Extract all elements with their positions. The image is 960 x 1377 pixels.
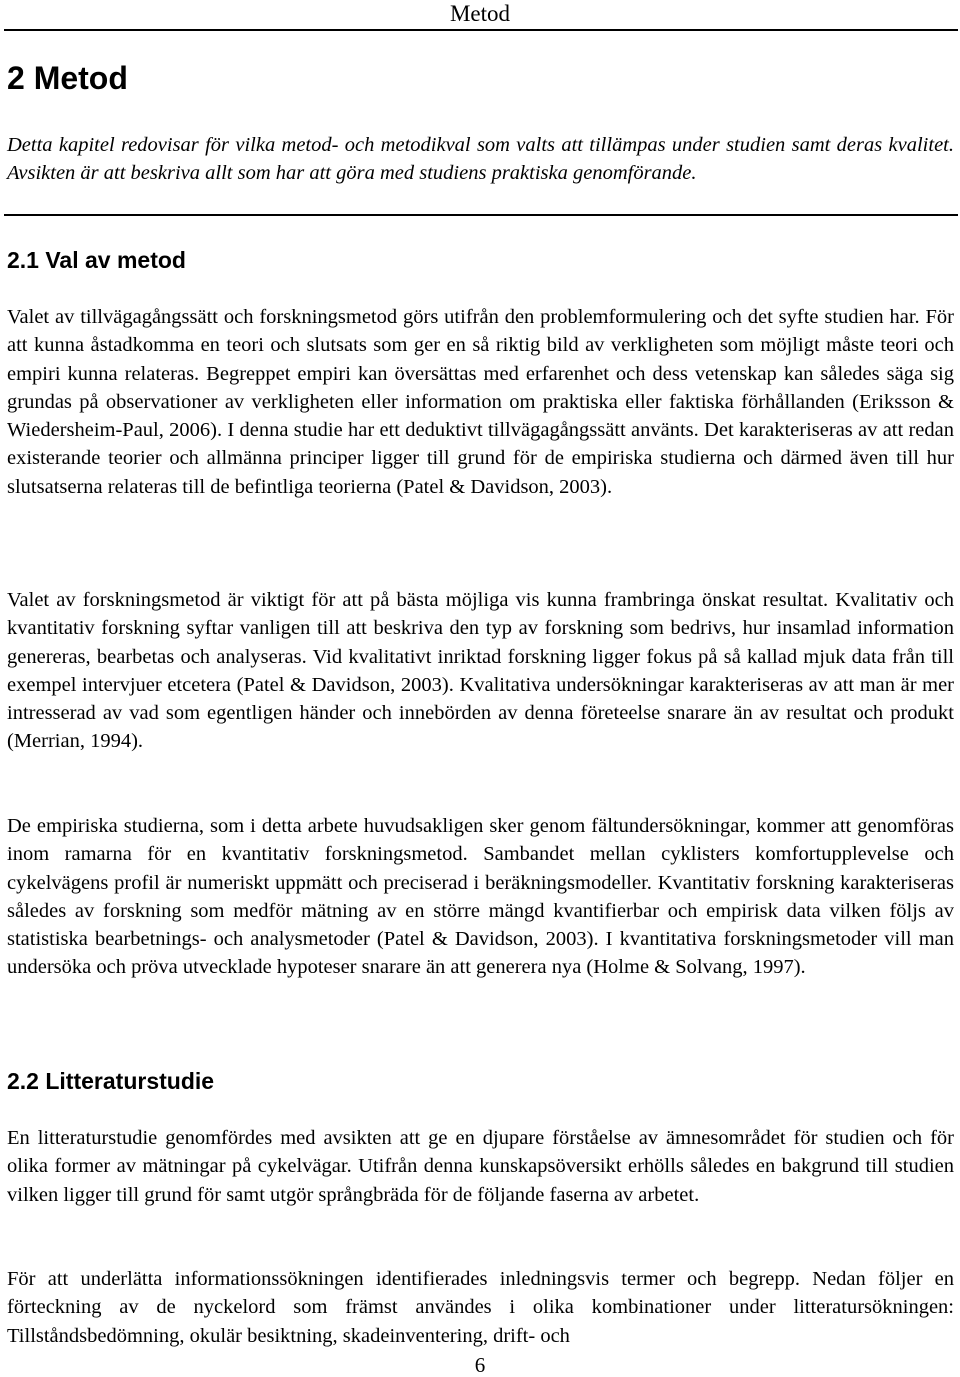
page-number: 6 bbox=[474, 1353, 486, 1377]
section-title-val-av-metod: 2.1 Val av metod bbox=[7, 247, 186, 273]
paragraph: En litteraturstudie genomfördes med avsikten att ge en djupare förståelse av ämnesområdet för studien och för olika former av mätningar på cykelvägar. Utifrån denna kunskapsöversikt erhölls således en bakgrund till studien vilken ligger till grund för samt utgör språngbräda för de följande faserna av arbetet. bbox=[7, 1127, 954, 1206]
paragraph: För att underlätta informationssökningen identifierades inledningsvis termer och begrepp. Nedan följer en förteckning av de nyckelord som främst användes i olika kombinationer under litteratursökningen: Tillståndsbedömning, okulär besiktning, skadeinventering, drift- och bbox=[7, 1268, 954, 1347]
section-title-litteraturstudie: 2.2 Litteraturstudie bbox=[7, 1068, 215, 1094]
chapter-abstract: Detta kapitel redovisar för vilka metod- och metodikval som valts att tillämpas under studien samt deras kvalitet. Avsikten är att beskriva allt som har att göra med studiens praktiska genomförande. bbox=[7, 134, 954, 185]
header-rule bbox=[4, 29, 958, 31]
chapter-title: 2 Metod bbox=[7, 60, 128, 96]
running-header: Metod bbox=[449, 1, 511, 26]
paragraph: Valet av forskningsmetod är viktigt för att på bästa möjliga vis kunna frambringa önskat resultat. Kvalitativ och kvantitativ forskning syftar vanligen till att beskriva den typ av forskning som bedrivs, hur insamlad information genereras, bearbetas och analyseras. Vid kvalitativt inriktad forskning ligger fokus på så kallad mjuk data från till exempel intervjuer etcetera (Patel & Davidson, 2003). Kvalitativa undersökningar karakteriseras av att man är mer intresserad av vad som egentligen händer och innebörden av denna företeelse snarare än av resultat och produkt (Merrian, 1994). bbox=[7, 589, 954, 753]
abstract-rule bbox=[4, 214, 958, 216]
paragraph: Valet av tillvägagångssätt och forskningsmetod görs utifrån den problemformulering och det syfte studien har. För att kunna åstadkomma en teori och slutsats som ger en så riktig bild av verkligheten som möjligt måste teori och empiri kunna relateras. Begreppet empiri kan översättas med erfarenhet och dess vetenskap kan således säga sig grundas på observationer av verkligheten eller information om praktiska eller faktiska förhållanden (Eriksson & Wiedersheim-Paul, 2006). I denna studie har ett deduktivt tillvägagångssätt använts. Det karakteriseras av att redan existerande teorier och allmänna principer ligger till grund för de empiriska studierna och därmed även till hur slutsatserna relateras till de befintliga teorierna (Patel & Davidson, 2003). bbox=[7, 306, 954, 498]
paragraph: De empiriska studierna, som i detta arbete huvudsakligen sker genom fältundersökningar, kommer att genomföras inom ramarna för en kvantitativ forskningsmetod. Sambandet mellan cyklisters komfortupplevelse och cykelvägens profil är numeriskt uppmätt och preciserad i beräkningsmodeller. Kvantitativ forskning karakteriseras således av forskning som medför mätning av en större mängd kvantifierbar och empirisk data vilken följs av statistiska bearbetnings- och analysmetoder (Patel & Davidson, 2003). I kvantitativa forskningsmetoder vill man undersöka och pröva utvecklade hypoteser snarare än att generera nya (Holme & Solvang, 1997). bbox=[7, 815, 954, 979]
